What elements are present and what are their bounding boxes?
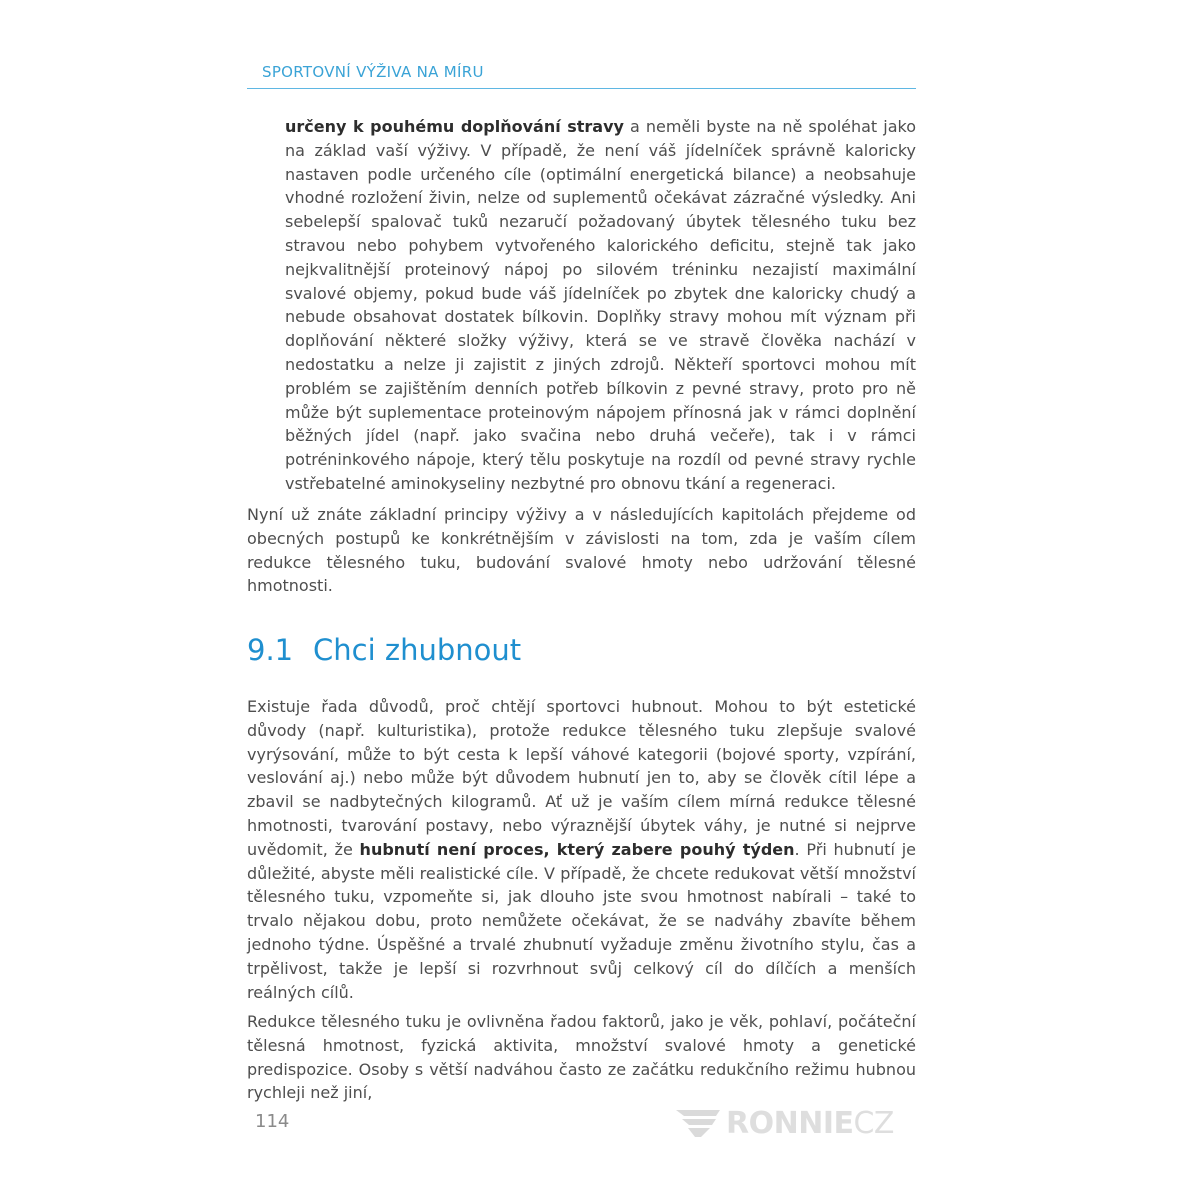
- indented-paragraph: [285, 115, 916, 496]
- brand-watermark: [676, 1106, 894, 1140]
- section-number: 9.1: [247, 633, 294, 667]
- wing-logo-icon: [676, 1108, 720, 1138]
- emphasis-text: určeny k pouhému doplňování stravy: [285, 117, 624, 136]
- header-rule: [247, 88, 916, 89]
- watermark-light: CZ: [853, 1105, 894, 1141]
- paragraph-text: . Při hubnutí je důležité, abyste měli realistické cíle. V případě, že chcete redukovat větší množství tělesného tuku, vzpomeňte si, jak dlouho jste svou hmotnost nabírali – také to trvalo nějakou dobu, proto nemůžete očekávat, že se nadváhy zbavíte během jednoho týdne. Úspěšné a trvalé zhubnutí vyžaduje změnu životního stylu, čas a trpělivost, takže je lepší si rozvrhnout svůj celkový cíl do dílčích a menších reálných cílů.: [247, 839, 917, 1002]
- emphasis-text: hubnutí není proces, který zabere pouhý týden: [359, 839, 795, 859]
- running-header: SPORTOVNÍ VÝŽIVA NA MÍRU: [262, 63, 484, 81]
- paragraph-text: a neměli byste na ně spoléhat jako na základ vaší výživy. V případě, že není váš jídelníček správně kaloricky nastaven podle určeného cíle (optimální energetická bilance) a neobsahuje vhodné rozložení živin, nelze od suplementů očekávat zázračné výsledky. Ani sebelepší spalovač tuků nezaručí požadovaný úbytek tělesného tuku bez stravou nebo pohybem vytvořeného kalorického deficitu, stejně tak jako nejkvalitnější proteinový nápoj po silovém tréninku nezajistí maximální svalové objemy, pokud bude váš jídelníček po zbytek dne kaloricky chudý a nebude obsahovat dostatek bílkovin. Doplňky stravy mohou mít význam při doplňování některé složky výživy, která se ve stravě člověka nachází v nedostatku a nelze ji zajistit z jiných zdrojů. Někteří sportovci mohou mít problém se zajištěním denních potřeb bílkovin z pevné stravy, proto pro ně může být suplementace proteinovým nápojem přínosná jak v rámci doplnění běžných jídel (např. jako svačina nebo druhá večeře), tak i v rámci potréninkového nápoje, který tělu poskytuje na rozdíl od pevné stravy rychle vstřebatelné aminokyseliny nezbytné pro obnovu tkání a regeneraci.: [285, 117, 916, 493]
- factors-paragraph: [247, 1010, 916, 1105]
- watermark-text: [726, 1106, 894, 1141]
- paragraph-text: Existuje řada důvodů, proč chtějí sportovci hubnout. Mohou to být estetické důvody (např. kulturistika), protože redukce tělesného tuku zlepšuje svalové vyrýsování, může to být cesta k lepší váhové kategorii (bojové sporty, vzpírání, veslování aj.) nebo může být důvodem hubnutí jen to, aby se člověk cítil lépe a zbavil se nadbytečných kilogramů. Ať už je vaším cílem mírná redukce tělesné hmotnosti, tvarování postavy, nebo výraznější úbytek váhy, je nutné si nejprve uvědomit, že: [247, 697, 916, 859]
- intro-paragraph: [247, 503, 916, 598]
- section-heading: [247, 633, 521, 667]
- page-number: 114: [255, 1111, 290, 1132]
- watermark-bold: RONNIE: [726, 1105, 854, 1141]
- paragraph-text: Redukce tělesného tuku je ovlivněna řadou faktorů, jako je věk, pohlaví, počáteční tělesná hmotnost, fyzická aktivita, množství svalové hmoty a genetické predispozice. Osoby s větší nadváhou často ze začátku redukčního režimu hubnou rychleji než jiní,: [247, 1012, 916, 1103]
- paragraph-text: Nyní už znáte základní principy výživy a v následujících kapitolách přejdeme od obecných postupů ke konkrétnějším v závislosti na tom, zda je vaším cílem redukce tělesného tuku, budování svalové hmoty nebo udržování tělesné hmotnosti.: [247, 505, 916, 596]
- reasons-paragraph: [247, 695, 916, 1004]
- section-title: Chci zhubnout: [313, 633, 522, 667]
